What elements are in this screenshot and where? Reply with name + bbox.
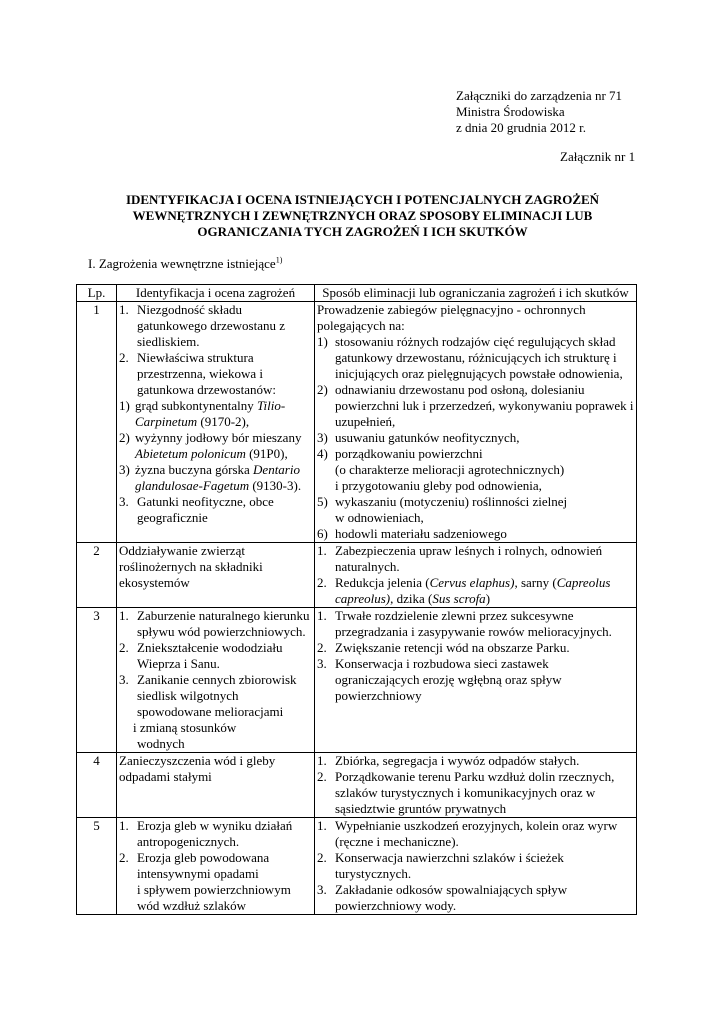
- threat-cell: Zanieczyszczenia wód i gleby odpadami stałymi: [117, 753, 315, 818]
- list-item: 2) wyżynny jodłowy bór mieszany Abietetum polonicum (91P0),: [119, 430, 302, 461]
- list-marker: 3): [317, 430, 328, 445]
- row-number: 5: [77, 818, 117, 915]
- threat-cell: Oddziaływanie zwierząt roślinożernych na składniki ekosystemów: [117, 543, 315, 608]
- header-line: z dnia 20 grudnia 2012 r.: [456, 120, 586, 135]
- list-continuation: (o charakterze melioracji agrotechnicznych): [335, 462, 565, 477]
- list-marker: 2): [119, 430, 130, 445]
- list-marker: 1.: [317, 608, 327, 623]
- column-header: Identyfikacja i ocena zagrożeń: [117, 285, 315, 302]
- column-header: Sposób eliminacji lub ograniczania zagrożeń i ich skutków: [315, 285, 637, 302]
- table-row: [77, 543, 637, 608]
- section-heading: [88, 256, 282, 272]
- list-item: 2. Konserwacja nawierzchni szlaków i ścieżek turystycznych.: [317, 850, 564, 881]
- document-title: IDENTYFIKACJA I OCENA ISTNIEJĄCYCH I POTENCJALNYCH ZAGROŻEŃ WEWNĘTRZNYCH I ZEWNĘTRZNYCH ORAZ SPOSOBY ELIMINACJI LUB OGRANICZANIA TYCH ZAGROŻEŃ I ICH SKUTKÓW: [125, 192, 600, 239]
- list-marker: 3.: [317, 656, 327, 671]
- list-marker: 2.: [317, 640, 327, 655]
- list-marker: 2.: [317, 850, 327, 865]
- list-marker: 3.: [119, 672, 129, 687]
- list-item: 3) usuwaniu gatunków neofitycznych,: [317, 430, 520, 445]
- list-continuation: i przygotowaniu gleby pod odnowienia,: [335, 478, 542, 493]
- header-line: Ministra Środowiska: [456, 104, 565, 119]
- list-item: 1. Trwałe rozdzielenie zlewni przez sukcesywne przegradzania i zasypywanie rowów melioracyjnych.: [317, 608, 612, 639]
- list-item: 6) hodowli materiału sadzeniowego: [317, 526, 507, 541]
- list-item: 1) grąd subkontynentalny Tilio-Carpinetum (9170-2),: [119, 398, 286, 429]
- list-marker: 3.: [119, 494, 129, 509]
- list-marker: 1): [317, 334, 328, 349]
- list-item: 2. Zniekształcenie wododziału Wieprza i Sanu.: [119, 640, 283, 671]
- list-marker: 1.: [119, 608, 129, 623]
- list-item: 5) wykaszaniu (motyczeniu) roślinności zielnej: [317, 494, 568, 509]
- list-continuation: i spływem powierzchniowym wód wzdłuż szlaków: [137, 882, 291, 913]
- list-item: 1. Zabezpieczenia upraw leśnych i rolnych, odnowień naturalnych.: [317, 543, 603, 574]
- list-marker: 6): [317, 526, 328, 541]
- row-number: 1: [77, 302, 117, 543]
- measures-cell: [315, 608, 637, 753]
- list-item: 1. Erozja gleb w wyniku działań antropogenicznych.: [119, 818, 293, 849]
- list-continuation: i zmianą stosunków: [133, 720, 237, 735]
- section-label: I. Zagrożenia wewnętrzne istniejące: [88, 256, 276, 271]
- list-marker: 2.: [317, 769, 327, 784]
- row-number: 3: [77, 608, 117, 753]
- list-continuation: wodnych: [137, 736, 185, 751]
- list-item: 1) stosowaniu różnych rodzajów cięć regulujących skład gatunkowy drzewostanu, różnicujących ich strukturę i inicjujących oraz pielęgnujących powstałe odnowienia,: [317, 334, 623, 381]
- threats-table: [76, 284, 637, 915]
- list-marker: 3.: [317, 882, 327, 897]
- list-item: 2. Niewłaściwa struktura przestrzenna, wiekowa i gatunkowa drzewostanów:: [119, 350, 276, 397]
- list-item: 1. Zaburzenie naturalnego kierunku spływu wód powierzchniowych.: [119, 608, 310, 639]
- list-marker: 2.: [317, 575, 327, 590]
- list-marker: 2.: [119, 850, 129, 865]
- list-item: 3. Konserwacja i rozbudowa sieci zastawek ograniczających erozję wgłębną oraz spływ powierzchniowy: [317, 656, 562, 703]
- list-item: 3. Gatunki neofityczne, obce geograficznie: [119, 494, 274, 525]
- list-marker: 2.: [119, 640, 129, 655]
- list-continuation: w odnowieniach,: [335, 510, 424, 525]
- measures-cell: [315, 543, 637, 608]
- list-item: 2. Zwiększanie retencji wód na obszarze Parku.: [317, 640, 570, 655]
- list-item: 1. Zbiórka, segregacja i wywóz odpadów stałych.: [317, 753, 580, 768]
- list-item: 4) porządkowaniu powierzchni: [317, 446, 483, 461]
- annex-label: Załącznik nr 1: [560, 149, 636, 164]
- table-row: [77, 302, 637, 543]
- list-item: 1. Wypełnianie uszkodzeń erozyjnych, kolein oraz wyrw (ręczne i mechaniczne).: [317, 818, 618, 849]
- footnote-marker: 1): [275, 255, 283, 265]
- measures-cell: [315, 818, 637, 915]
- list-marker: 1.: [317, 543, 327, 558]
- list-item: 2. Redukcja jelenia (Cervus elaphus), sarny (Capreolus capreolus), dzika (Sus scrofa): [317, 575, 611, 606]
- list-marker: 1.: [317, 818, 327, 833]
- table-row: [77, 753, 637, 818]
- column-header: Lp.: [77, 285, 117, 302]
- threat-cell: [117, 818, 315, 915]
- list-item: 3. Zanikanie cennych zbiorowisk siedlisk wilgotnych spowodowane melioracjami: [119, 672, 297, 719]
- measures-intro: Prowadzenie zabiegów pielęgnacyjno - ochronnych polegających na:: [317, 302, 586, 333]
- list-marker: 5): [317, 494, 328, 509]
- list-marker: 3): [119, 462, 130, 477]
- ordinance-header: [456, 88, 622, 136]
- measures-cell: [315, 753, 637, 818]
- table-row: [77, 608, 637, 753]
- list-item: 2) odnawianiu drzewostanu pod osłoną, dolesianiu powierzchni luk i przerzedzeń, wykonywaniu poprawek i uzupełnień,: [317, 382, 634, 429]
- list-marker: 1.: [119, 818, 129, 833]
- table-header-row: [77, 285, 637, 302]
- list-marker: 1.: [317, 753, 327, 768]
- list-marker: 1): [119, 398, 130, 413]
- list-item: 3. Zakładanie odkosów spowalniających spływ powierzchniowy wody.: [317, 882, 568, 913]
- list-marker: 2.: [119, 350, 129, 365]
- row-number: 2: [77, 543, 117, 608]
- threat-cell: [117, 608, 315, 753]
- measures-cell: [315, 302, 637, 543]
- list-item: 3) żyzna buczyna górska Dentario glandulosae-Fagetum (9130-3).: [119, 462, 302, 493]
- list-item: 1. Niezgodność składu gatunkowego drzewostanu z siedliskiem.: [119, 302, 286, 349]
- header-line: Załączniki do zarządzenia nr 71: [456, 88, 623, 103]
- list-marker: 1.: [119, 302, 129, 317]
- list-item: 2. Erozja gleb powodowana intensywnymi opadami: [119, 850, 270, 881]
- threat-cell: [117, 302, 315, 543]
- list-marker: 2): [317, 382, 328, 397]
- table-row: [77, 818, 637, 915]
- list-item: 2. Porządkowanie terenu Parku wzdłuż dolin rzecznych, szlaków turystycznych i komunikacyjnych oraz w sąsiedztwie gruntów prywatnych: [317, 769, 615, 816]
- list-marker: 4): [317, 446, 328, 461]
- row-number: 4: [77, 753, 117, 818]
